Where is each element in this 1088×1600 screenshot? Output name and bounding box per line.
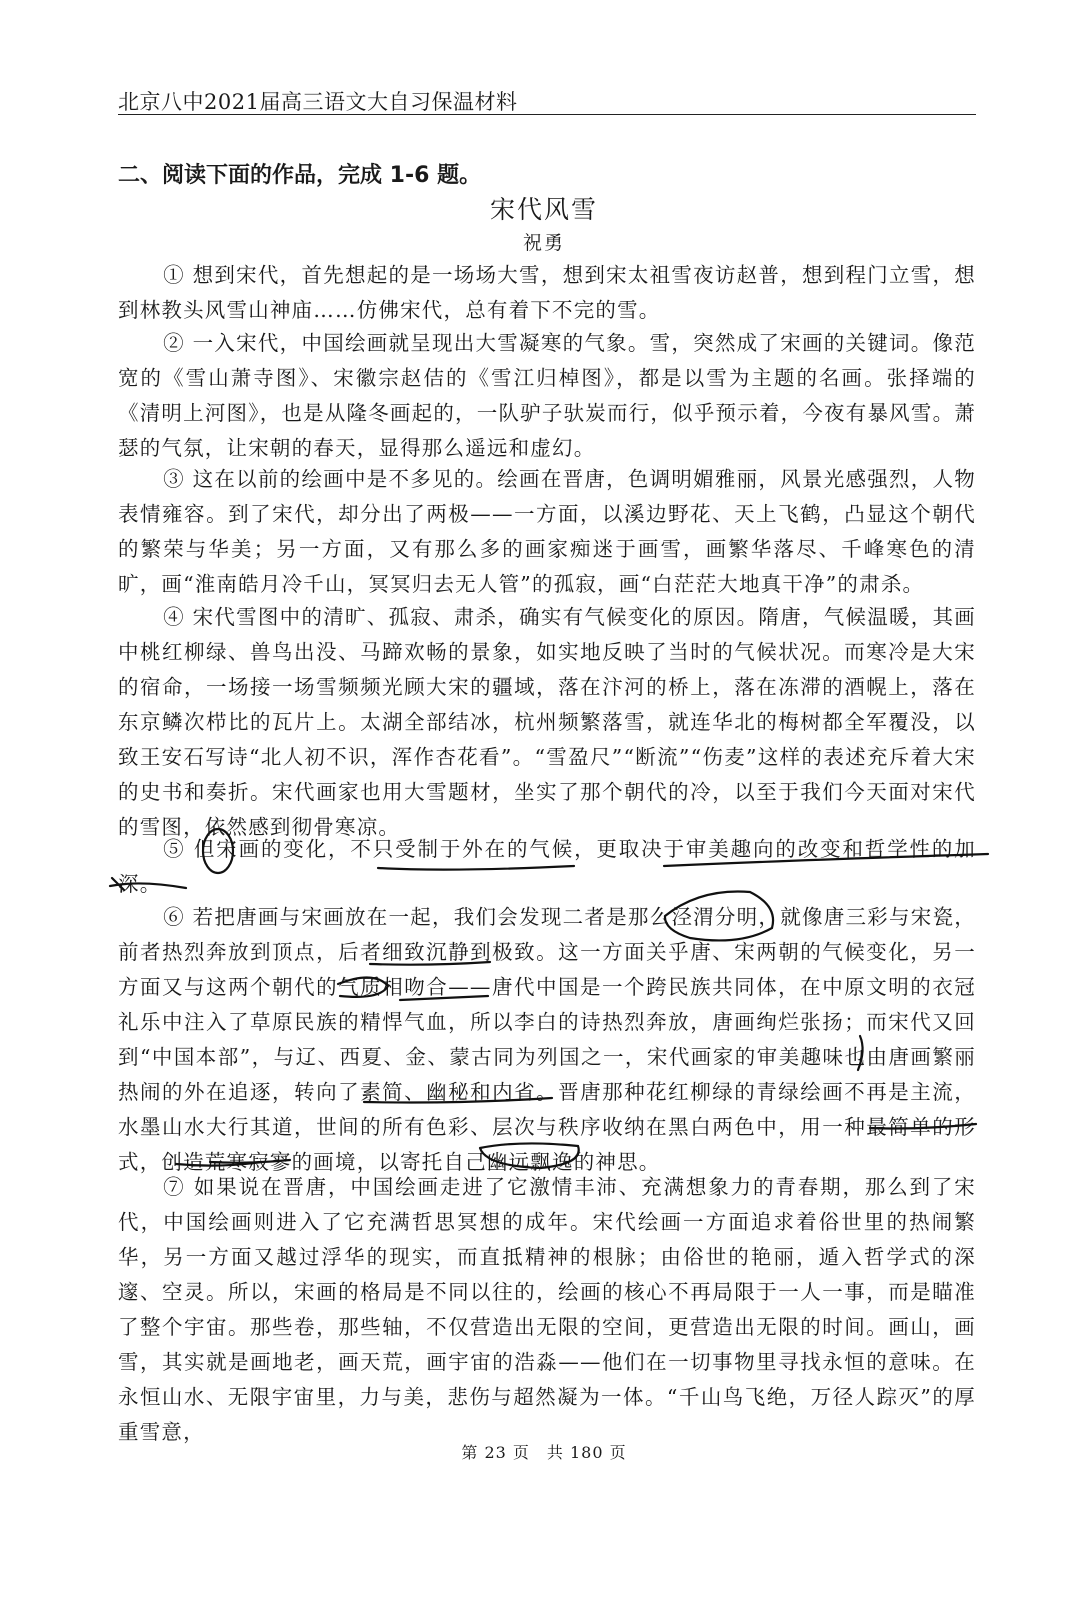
page-footer: 第 23 页 共 180 页 [461,1443,627,1462]
paragraph-6: ⑥ 若把唐画与宋画放在一起，我们会发现二者是那么泾渭分明，就像唐三彩与宋瓷，前者热烈奔放到顶点，后者细致沉静到极致。这一方面关乎唐、宋两朝的气候变化，另一方面又与这两个朝代的气质相吻合——唐代中国是一个跨民族共同体，在中原文明的衣冠礼乐中注入了草原民族的精悍气血，所以李白的诗热烈奔放，唐画绚烂张扬；而宋代又回到“中国本部”，与辽、西夏、金、蒙古同为列国之一，宋代画家的审美趣味也由唐画繁丽热闹的外在追逐，转向了素简、幽秘和内省。晋唐那种花红柳绿的青绿绘画不再是主流，水墨山水大行其道，世间的所有色彩、层次与秩序收纳在黑白两色中，用一种最简单的形式，创造荒寒寂寥的画境，以寄托自己幽远飘逸的神思。 [118,905,976,1174]
header-rule [118,114,976,115]
page-header: 北京八中2021届高三语文大自习保温材料 [118,90,518,114]
article-author: 祝勇 [522,232,565,254]
paragraph-1: ① 想到宋代，首先想起的是一场场大雪，想到宋太祖雪夜访赵普，想到程门立雪，想到林教头风雪山神庙……仿佛宋代，总有着下不完的雪。 [118,263,976,322]
section-heading: 二、阅读下面的作品，完成 1-6 题。 [118,163,482,188]
article-title: 宋代风雪 [489,195,598,224]
paragraph-3: ③ 这在以前的绘画中是不多见的。绘画在晋唐，色调明媚雅丽，风景光感强烈，人物表情雍容。到了宋代，却分出了两极——一方面，以溪边野花、天上飞鹤，凸显这个朝代的繁荣与华美；另一方面，又有那么多的画家痴迷于画雪，画繁华落尽、千峰寒色的清旷，画“淮南皓月冷千山，冥冥归去无人管”的孤寂，画“白茫茫大地真干净”的肃杀。 [118,467,976,596]
paragraph-2: ② 一入宋代，中国绘画就呈现出大雪凝寒的气象。雪，突然成了宋画的关键词。像范宽的《雪山萧寺图》、宋徽宗赵佶的《雪江归棹图》，都是以雪为主题的名画。张择端的《清明上河图》，也是从隆冬画起的，一队驴子驮炭而行，似乎预示着，今夜有暴风雪。萧瑟的气氛，让宋朝的春天，显得那么遥远和虚幻。 [118,331,976,460]
paragraph-4: ④ 宋代雪图中的清旷、孤寂、肃杀，确实有气候变化的原因。隋唐，气候温暖，其画中桃红柳绿、兽鸟出没、马蹄欢畅的景象，如实地反映了当时的气候状况。而寒冷是大宋的宿命，一场接一场雪频频光顾大宋的疆域，落在汴河的桥上，落在冻滞的酒幌上，落在东京鳞次栉比的瓦片上。太湖全部结冰，杭州频繁落雪，就连华北的梅树都全军覆没，以致王安石写诗“北人初不识，浑作杏花看”。“雪盈尺”“断流”“伤麦”这样的表述充斥着大宋的史书和奏折。宋代画家也用大雪题材，坐实了那个朝代的冷，以至于我们今天面对宋代的雪图，依然感到彻骨寒凉。 [118,605,976,839]
paragraph-7: ⑦ 如果说在晋唐，中国绘画走进了它激情丰沛、充满想象力的青春期，那么到了宋代，中国绘画则进入了它充满哲思冥想的成年。宋代绘画一方面追求着俗世里的热闹繁华，另一方面又越过浮华的现实，而直抵精神的根脉；由俗世的艳丽，遁入哲学式的深邃、空灵。所以，宋画的格局是不同以往的，绘画的核心不再局限于一人一事，而是瞄准了整个宇宙。那些卷，那些轴，不仅营造出无限的空间，更营造出无限的时间。画山，画雪，其实就是画地老，画天荒，画宇宙的浩淼——他们在一切事物里寻找永恒的意味。在永恒山水、无限宇宙里，力与美，悲伤与超然凝为一体。“千山鸟飞绝，万径人踪灭”的厚重雪意， [118,1175,976,1444]
paragraph-5: ⑤ 但宋画的变化，不只受制于外在的气候，更取决于审美趣向的改变和哲学性的加深。 [118,837,976,896]
